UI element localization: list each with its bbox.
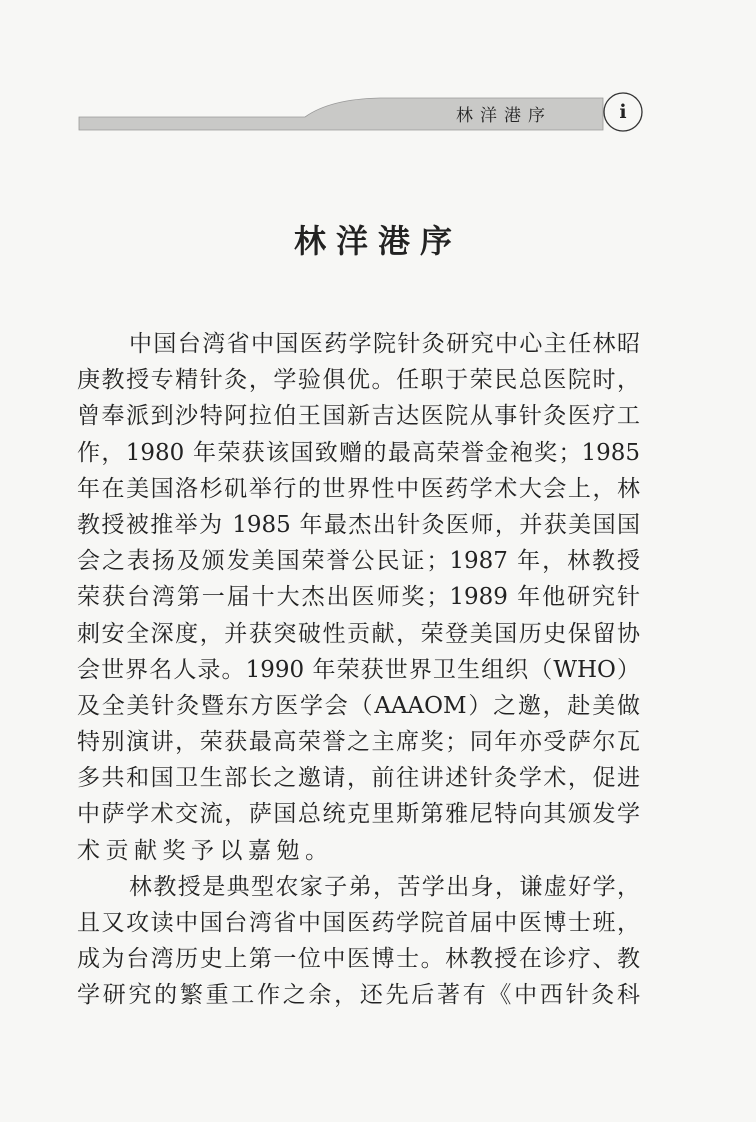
header-band bbox=[0, 0, 756, 160]
text-line: 作，1980 年荣获该国致赠的最高荣誉金袍奖；1985 bbox=[77, 439, 640, 466]
text-line: 及全美针灸暨东方医学会（AAAOM）之邀，赴美做 bbox=[77, 692, 640, 719]
text-line: 林教授是典型农家子弟，苦学出身，谦虚好学， bbox=[129, 873, 640, 900]
text-line: 特别演讲，荣获最高荣誉之主席奖；同年亦受萨尔瓦 bbox=[77, 729, 640, 756]
running-title: 林洋港序 bbox=[456, 106, 552, 126]
paragraph-1 bbox=[77, 326, 640, 869]
page-number: i bbox=[619, 101, 627, 123]
text-line: 年在美国洛杉矶举行的世界性中医药学术大会上，林 bbox=[77, 475, 640, 502]
text-line: 刺安全深度，并获突破性贡献，荣登美国历史保留协 bbox=[77, 620, 640, 647]
text-line: 多共和国卫生部长之邀请，前往讲述针灸学术，促进 bbox=[77, 765, 640, 792]
text-line: 成为台湾历史上第一位中医博士。林教授在诊疗、教 bbox=[77, 946, 640, 973]
text-line: 曾奉派到沙特阿拉伯王国新吉达医院从事针灸医疗工 bbox=[77, 403, 640, 430]
running-header bbox=[0, 0, 756, 160]
text-line: 中国台湾省中国医药学院针灸研究中心主任林昭 bbox=[129, 331, 640, 357]
text-line: 会之表扬及颁发美国荣誉公民证；1987 年，林教授 bbox=[77, 548, 640, 575]
text-line: 学研究的繁重工作之余，还先后著有《中西针灸科 bbox=[77, 982, 640, 1009]
text-line: 会世界名人录。1990 年荣获世界卫生组织（WHO） bbox=[77, 656, 640, 683]
text-line: 荣获台湾第一届十大杰出医师奖；1989 年他研究针 bbox=[77, 584, 640, 611]
text-line: 庚教授专精针灸，学验俱优。任职于荣民总医院时， bbox=[77, 367, 640, 394]
paragraph-2 bbox=[77, 869, 640, 1014]
text-line: 教授被推举为 1985 年最杰出针灸医师，并获美国国 bbox=[77, 511, 640, 538]
text-line: 中萨学术交流，萨国总统克里斯第雅尼特向其颁发学 bbox=[77, 801, 640, 828]
page-title: 林洋港序 bbox=[293, 222, 462, 260]
text-line: 术贡献奖予以嘉勉。 bbox=[77, 837, 334, 864]
body-text bbox=[77, 326, 640, 1014]
text-line: 且又攻读中国台湾省中国医药学院首届中医博士班， bbox=[77, 910, 640, 936]
